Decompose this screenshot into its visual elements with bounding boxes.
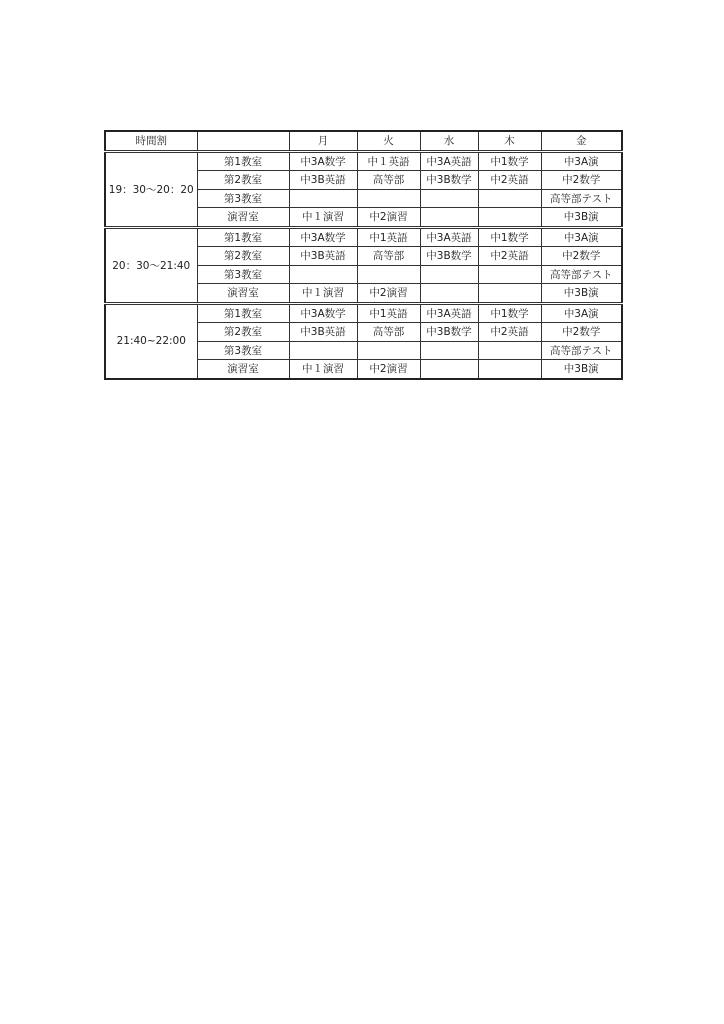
class-cell [357,189,420,208]
class-cell: 中3B演 [541,208,622,228]
class-cell: 中3A数学 [289,303,357,323]
class-cell: 中2数学 [541,323,622,342]
class-cell: 中１演習 [289,208,357,228]
class-cell: 中2数学 [541,247,622,266]
day-header-thu: 木 [478,131,541,151]
class-cell: 中1英語 [357,227,420,247]
class-cell [478,341,541,360]
class-cell [289,265,357,284]
period-group [105,303,622,379]
room-name: 第2教室 [197,247,289,266]
class-cell [289,189,357,208]
room-header [197,131,289,151]
class-cell [289,341,357,360]
class-cell: 中3B数学 [420,247,478,266]
class-cell [420,265,478,284]
class-cell: 中１演習 [289,284,357,304]
class-cell: 中3A英語 [420,303,478,323]
class-cell: 中3B英語 [289,323,357,342]
period-group [105,227,622,303]
class-cell: 中3B演 [541,360,622,379]
class-cell [420,208,478,228]
class-cell: 中3B英語 [289,247,357,266]
room-name: 第1教室 [197,151,289,171]
room-name: 第2教室 [197,171,289,190]
table-row [105,151,622,171]
room-name: 演習室 [197,360,289,379]
room-name: 第3教室 [197,265,289,284]
time-slot: 21:40~22:00 [105,303,197,379]
class-cell: 高等部 [357,171,420,190]
table-row [105,227,622,247]
time-header: 時間割 [105,131,197,151]
day-header-fri: 金 [541,131,622,151]
class-cell: 中3B数学 [420,323,478,342]
class-cell: 高等部テスト [541,265,622,284]
class-cell [478,360,541,379]
class-cell: 中3A英語 [420,151,478,171]
class-cell [420,189,478,208]
day-header-wed: 水 [420,131,478,151]
class-cell: 中3A英語 [420,227,478,247]
class-cell: 中１演習 [289,360,357,379]
class-cell: 中2演習 [357,360,420,379]
class-cell: 中1数学 [478,303,541,323]
class-cell [478,189,541,208]
class-cell: 中3A演 [541,227,622,247]
class-cell [478,265,541,284]
class-cell: 中1英語 [357,303,420,323]
class-cell: 中2数学 [541,171,622,190]
class-cell: 中2英語 [478,247,541,266]
class-cell: 中2英語 [478,323,541,342]
class-cell: 中2演習 [357,208,420,228]
class-cell: 中3B英語 [289,171,357,190]
class-cell [420,360,478,379]
room-name: 第3教室 [197,189,289,208]
class-cell: 中3A演 [541,303,622,323]
class-cell: 高等部 [357,247,420,266]
class-cell: 中3B演 [541,284,622,304]
class-cell: 中１英語 [357,151,420,171]
class-cell: 高等部テスト [541,341,622,360]
room-name: 演習室 [197,208,289,228]
room-name: 第2教室 [197,323,289,342]
class-cell [357,341,420,360]
class-cell [357,265,420,284]
day-header-tue: 火 [357,131,420,151]
room-name: 第1教室 [197,227,289,247]
class-cell: 中3A演 [541,151,622,171]
class-cell [420,341,478,360]
timetable [104,130,623,380]
time-slot: 19：30〜20：20 [105,151,197,227]
class-cell [478,284,541,304]
room-name: 第1教室 [197,303,289,323]
class-cell: 中3A数学 [289,151,357,171]
class-cell [420,284,478,304]
class-cell: 中2演習 [357,284,420,304]
header-row [105,131,622,151]
room-name: 演習室 [197,284,289,304]
class-cell: 中3B数学 [420,171,478,190]
day-header-mon: 月 [289,131,357,151]
table-row [105,303,622,323]
class-cell: 中3A数学 [289,227,357,247]
class-cell: 中1数学 [478,227,541,247]
class-cell: 高等部 [357,323,420,342]
period-group [105,151,622,227]
time-slot: 20：30〜21:40 [105,227,197,303]
class-cell: 中1数学 [478,151,541,171]
class-cell: 中2英語 [478,171,541,190]
class-cell: 高等部テスト [541,189,622,208]
room-name: 第3教室 [197,341,289,360]
class-cell [478,208,541,228]
